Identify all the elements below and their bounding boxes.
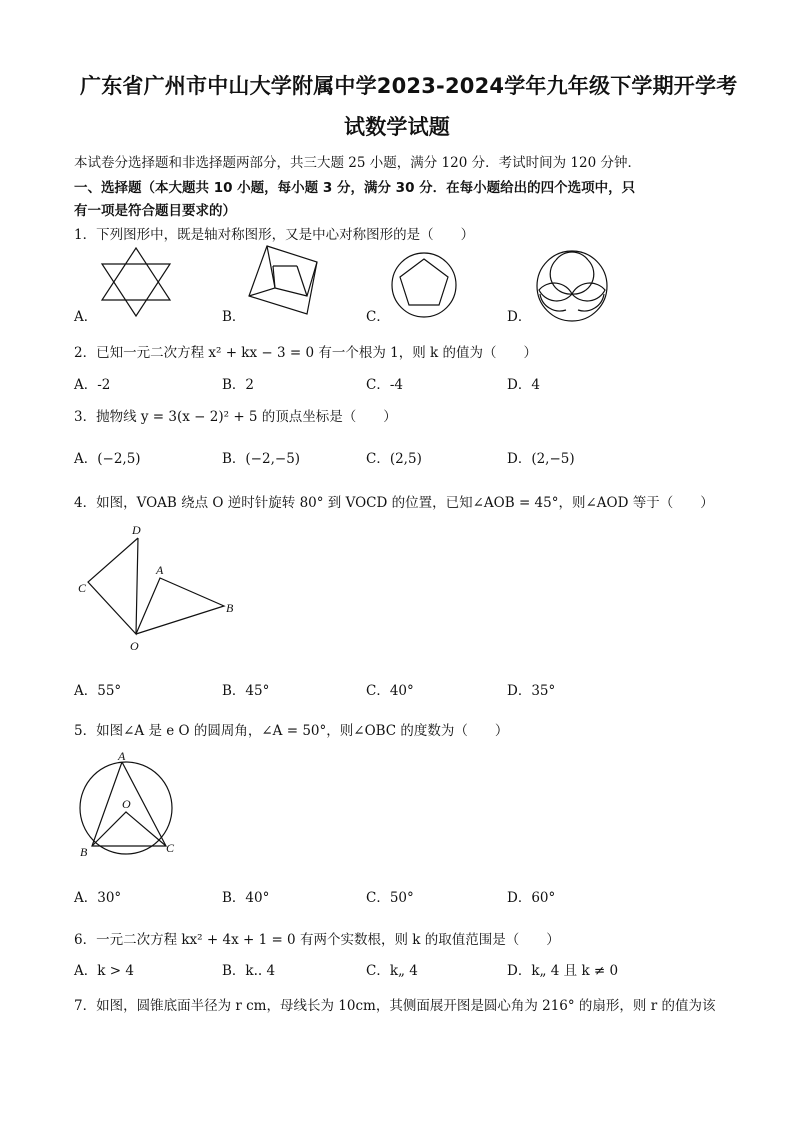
q1-option-c: C．: [366, 309, 390, 325]
q3-option-b: B．(−2,−5): [222, 451, 301, 467]
label-c: C: [78, 581, 87, 595]
label-b: B: [80, 845, 88, 859]
q1-option-b: B．: [222, 309, 246, 325]
q5-option-c: C．50°: [366, 890, 414, 906]
question-1-stem: 1．下列图形中，既是轴对称图形，又是中心对称图形的是（ ）: [74, 227, 475, 243]
question-7-stem: 7．如图，圆锥底面半径为 r cm，母线长为 10cm，其侧面展开图是圆心角为 216° 的扇形，则 r 的值为该: [74, 998, 716, 1014]
q4-option-c: C．40°: [366, 683, 414, 699]
star-hexagram-figure: [102, 248, 182, 318]
question-5-stem: 5．如图∠A 是 e O 的圆周角，∠A = 50°，则∠OBC 的度数为（ ）: [74, 723, 509, 739]
label-o: O: [122, 797, 131, 811]
question-2-stem: 2．已知一元二次方程 x² + kx − 3 = 0 有一个根为 1，则 k 的值为（ ）: [74, 345, 537, 361]
q4-option-a: A．55°: [74, 683, 122, 699]
inscribed-angle-figure: [74, 750, 184, 860]
q4-option-b: B．45°: [222, 683, 270, 699]
q6-option-d: D．k„ 4 且 k ≠ 0: [507, 963, 619, 979]
q5-option-d: D．60°: [507, 890, 556, 906]
section-heading-line1: 一、选择题（本大题共 10 小题，每小题 3 分，满分 30 分．在每小题给出的四个选项中，只: [74, 180, 636, 196]
square-pinwheel-figure: [247, 244, 327, 324]
q3-option-d: D．(2,−5): [507, 451, 575, 467]
q6-option-c: C．k„ 4: [366, 963, 418, 979]
q2-option-a: A．-2: [74, 377, 111, 393]
q3-option-c: C．(2,5): [366, 451, 422, 467]
label-a: A: [118, 749, 126, 763]
label-c: C: [166, 841, 175, 855]
document-title-line2: 试数学试题: [344, 115, 450, 139]
label-o: O: [130, 639, 139, 653]
question-3-stem: 3．抛物线 y = 3(x − 2)² + 5 的顶点坐标是（ ）: [74, 409, 397, 425]
question-6-stem: 6．一元二次方程 kx² + 4x + 1 = 0 有两个实数根，则 k 的取值范围是（ ）: [74, 932, 560, 948]
label-a: A: [156, 563, 164, 577]
rotation-triangle-figure: [74, 523, 244, 658]
q5-option-b: B．40°: [222, 890, 270, 906]
exam-intro: 本试卷分选择题和非选择题两部分，共三大题 25 小题，满分 120 分．考试时间为 120 分钟．: [74, 155, 641, 171]
pentagon-in-circle-figure: [390, 250, 470, 330]
q6-option-b: B．k.. 4: [222, 963, 276, 979]
q6-option-a: A．k > 4: [74, 963, 134, 979]
three-arcs-circle-figure: [536, 248, 616, 328]
label-b: B: [226, 601, 234, 615]
q2-option-c: C．-4: [366, 377, 403, 393]
label-d: D: [132, 523, 141, 537]
document-title-line1: 广东省广州市中山大学附属中学2023-2024学年九年级下学期开学考: [80, 74, 738, 98]
q1-option-d: D．: [507, 309, 532, 325]
q4-option-d: D．35°: [507, 683, 556, 699]
q5-option-a: A．30°: [74, 890, 122, 906]
question-4-stem: 4．如图，VOAB 绕点 O 逆时针旋转 80° 到 VOCD 的位置，已知∠AOB = 45°，则∠AOD 等于（ ）: [74, 495, 714, 511]
q3-option-a: A．(−2,5): [74, 451, 141, 467]
section-heading-line2: 有一项是符合题目要求的）: [74, 203, 236, 219]
q2-option-b: B．2: [222, 377, 255, 393]
q2-option-d: D．4: [507, 377, 540, 393]
q1-option-a: A．: [74, 309, 98, 325]
